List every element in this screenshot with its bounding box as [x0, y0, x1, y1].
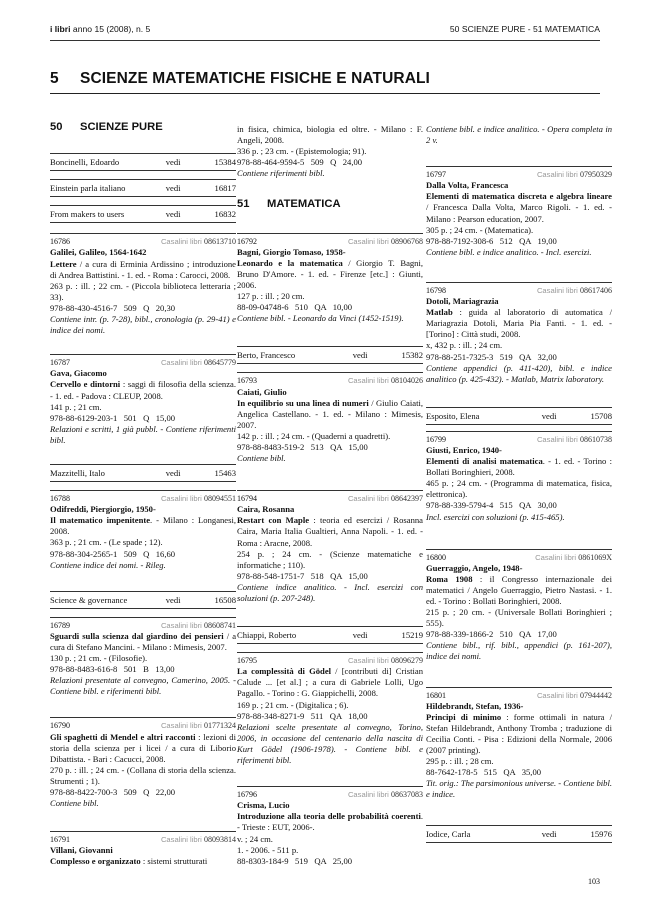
entry-id: 16792	[237, 236, 257, 246]
entry-header	[426, 552, 612, 563]
entry-body: / Giulio Caiati, Angelica Castellano. - 1. ed. - Milano : Mimesis, 2007.	[237, 397, 423, 430]
source-code: 0861069X	[578, 552, 612, 562]
cross-reference	[50, 464, 236, 482]
cross-reference	[50, 153, 236, 171]
entry-header	[237, 655, 423, 666]
entry-description	[426, 456, 612, 478]
entry-header	[237, 789, 423, 800]
header-section-title: 50 SCIENZE PURE - 51 MATEMATICA	[449, 24, 600, 34]
entry-author: Dotoli, Mariagrazia	[426, 296, 499, 307]
xref-vedi: vedi	[165, 157, 181, 168]
cross-reference	[50, 179, 236, 197]
source-label: Casalini libri	[536, 170, 578, 180]
entry-source	[348, 655, 423, 666]
source-label: Casalini libri	[160, 358, 202, 368]
entry-body: : lezioni di storia della scienza per i licei / a cura di Liborio Dibattista. - Bari : Cacucci, 2008.	[50, 731, 236, 764]
xref-name: Esposito, Elena	[426, 410, 480, 421]
entry-source	[161, 236, 236, 247]
xref-name: Chiappi, Roberto	[237, 630, 297, 641]
entry-header	[237, 236, 423, 247]
entry-physical: 127 p. : ill. ; 20 cm.	[237, 291, 305, 302]
entry-isbn: 978-88-6129-203-1 501 Q 15,00	[50, 412, 176, 423]
catalog-entry	[50, 717, 236, 809]
entry-author: Giusti, Enrico, 1940-	[426, 444, 502, 455]
entry-header	[426, 434, 612, 445]
catalog-entry	[426, 166, 612, 258]
entry-header	[50, 357, 236, 368]
xref-number: 16508	[214, 594, 236, 605]
entry-header	[426, 169, 612, 180]
catalog-entry	[426, 687, 612, 801]
entry-source	[161, 493, 236, 504]
entry-isbn: 978-88-348-8271-9 511 QA 18,00	[237, 710, 368, 721]
entry-description	[237, 666, 423, 699]
xref-vedi: vedi	[165, 183, 181, 194]
xref-number: 16832	[214, 209, 236, 220]
entry-id: 16797	[426, 170, 446, 180]
entry-author: Galilei, Galileo, 1564-1642	[50, 247, 147, 258]
source-code: 08093814	[204, 835, 236, 845]
entry-physical: x, 432 p. : ill. ; 24 cm.	[426, 340, 503, 351]
entry-physical: 254 p. ; 24 cm. - (Scienze matematiche e informatiche ; 110).	[237, 548, 423, 570]
entry-note: Incl. esercizi con soluzioni (p. 415-465).	[426, 511, 565, 522]
entry-physical: 130 p. ; 21 cm. - (Filosofie).	[50, 653, 148, 664]
entry-body: / a cura di Erminia Ardissino ; introduzione di Andrea Battistini. - 1. ed. - Roma : Carocci, 2008.	[50, 258, 236, 280]
entry-header	[50, 493, 236, 504]
catalog-entry	[237, 652, 423, 766]
entry-description	[50, 379, 236, 401]
entry-title: La complessità di Gödel	[237, 666, 332, 677]
entry-isbn: 978-88-8483-616-8 501 B 13,00	[50, 664, 175, 675]
entry-description	[50, 631, 236, 653]
entry-id: 16793	[237, 376, 257, 386]
entry-id: 16801	[426, 690, 446, 700]
entry-header	[237, 493, 423, 504]
xref-name: Berto, Francesco	[237, 350, 296, 361]
source-label: Casalini libri	[160, 494, 202, 504]
chapter-rule	[50, 93, 600, 94]
entry-note: Contiene bibl. e indice analitico. - Incl. esercizi.	[426, 246, 592, 257]
cross-reference	[50, 205, 236, 223]
catalog-entry	[426, 282, 612, 385]
entry-author: Dalla Volta, Francesca	[426, 180, 509, 191]
entry-source	[537, 434, 612, 445]
entry-isbn: 978-88-464-9594-5 509 Q 24,00	[237, 157, 363, 168]
source-code: 08610738	[580, 434, 612, 444]
source-label: Casalini libri	[536, 285, 578, 295]
entry-id: 16798	[426, 285, 446, 295]
entry-body: : sistemi strutturati	[140, 856, 208, 867]
entry-title: Introduzione alla teoria delle probabilità coerenti	[237, 811, 421, 822]
source-code: 08096279	[391, 656, 423, 666]
xref-name: Boncinelli, Edoardo	[50, 157, 120, 168]
source-label: Casalini libri	[536, 434, 578, 444]
entry-description	[426, 191, 612, 224]
xref-name: Iodice, Carla	[426, 828, 471, 839]
entry-physical: 305 p. ; 24 cm. - (Matematica).	[426, 224, 534, 235]
entry-isbn: 978-88-251-7325-3 519 QA 32,00	[426, 351, 557, 362]
entry-description	[426, 712, 612, 756]
entry-source	[348, 493, 423, 504]
entry-author: Hildebrandt, Stefan, 1936-	[426, 700, 524, 711]
entry-body: : teoria ed esercizi / Rosanna Caira, Maria Italia Gualtieri, Anna Napoli. - 1. ed. - Roma : Aracne, 2008.	[237, 515, 423, 548]
entry-title: Il matematico impenitente	[50, 515, 151, 526]
section-title: SCIENZE PURE	[80, 121, 163, 133]
source-label: Casalini libri	[347, 494, 389, 504]
entry-source	[537, 285, 612, 296]
section-heading-50	[50, 122, 236, 133]
source-label: Casalini libri	[535, 552, 577, 562]
entry-id: 16796	[237, 790, 257, 800]
source-code: 08104026	[391, 376, 423, 386]
entry-id: 16788	[50, 494, 70, 504]
xref-number: 15384	[214, 157, 236, 168]
entry-author: Crisma, Lucio	[237, 800, 290, 811]
entry-id: 16790	[50, 721, 70, 731]
entry-body: . - Trieste : EUT, 2006-.	[237, 811, 423, 833]
entry-description	[50, 259, 236, 281]
entry-isbn: 88-8303-184-9 519 QA 25,00	[237, 855, 353, 866]
entry-id: 16799	[426, 434, 446, 444]
entry-body: / Giorgio T. Bagni, Bruno D'Amore. - 1. ed. - Firenze [etc.] : Giunti, 2006.	[237, 257, 424, 290]
entry-title: Lettere	[50, 258, 77, 269]
entry-description	[237, 515, 423, 548]
entry-continuation: in fisica, chimica, biologia ed oltre. - Milano : F. Angeli, 2008.	[237, 124, 423, 146]
entry-author: Odifreddi, Piergiorgio, 1950-	[50, 504, 156, 515]
entry-physical: 270 p. : ill. ; 24 cm. - (Collana di storia della scienza. Strumenti ; 1).	[50, 764, 236, 786]
chapter-title: SCIENZE MATEMATICHE FISICHE E NATURALI	[80, 70, 430, 87]
entry-id: 16791	[50, 835, 70, 845]
entry-title: Principi di minimo	[426, 711, 502, 722]
entry-header	[50, 720, 236, 731]
cross-reference	[426, 407, 612, 425]
section-title: MATEMATICA	[267, 198, 341, 211]
entry-body: : il Congresso internazionale dei matematici / Angelo Guerraggio, Pietro Nastasi. - 1. ed. - Torino : Bollati Boringhieri, 2008.	[426, 573, 612, 606]
entry-isbn: 978-88-8422-700-3 509 Q 22,00	[50, 787, 176, 798]
entry-isbn: 88-09-04748-6 510 QA 10,00	[237, 302, 353, 313]
entry-note: Contiene appendici (p. 411-420), bibl. e indice analitico (p. 425-432). - Matlab, Matrix laboratory.	[426, 362, 612, 384]
entry-title: Elementi di matematica discreta e algebra lineare	[426, 191, 612, 202]
source-code: 08613710	[204, 237, 236, 247]
entry-physical: 465 p. ; 24 cm. - (Programma di matematica, fisica, elettronica).	[426, 478, 612, 500]
entry-author: Bagni, Giorgio Tomaso, 1958-	[237, 246, 346, 257]
entry-source	[348, 236, 423, 247]
entry-header	[426, 690, 612, 701]
xref-vedi: vedi	[165, 467, 181, 478]
running-header	[50, 24, 600, 38]
xref-number: 15976	[590, 828, 612, 839]
entry-body: : forme ottimali in natura / Stefan Hildebrandt, Anthony Tromba ; traduzione di Cecilia Conti. - Pisa : Edizioni della Normale, 2006 (2007 printing).	[426, 711, 612, 756]
entry-note: Contiene indice dei nomi. - Rileg.	[50, 559, 166, 570]
entry-body: / [contributi di] Cristian Calude ... [et al.] ; a cura di Gabriele Lolli, Ugo Pagallo. - Torino : G. Giappichelli, 2008.	[237, 666, 423, 699]
catalog-entry	[426, 431, 612, 523]
entry-source	[161, 620, 236, 631]
entry-isbn: 978-88-430-4516-7 509 Q 20,30	[50, 302, 176, 313]
journal-issue: anno 15 (2008), n. 5	[70, 24, 151, 34]
entry-physical: 142 p. : ill. ; 24 cm. - (Quaderni a quadretti).	[237, 430, 391, 441]
entry-id: 16800	[426, 552, 446, 562]
entry-isbn: 978-88-339-5794-4 515 QA 30,00	[426, 500, 557, 511]
entry-note: Contiene bibl. - Leonardo da Vinci (1452-1519).	[237, 313, 404, 324]
entry-source	[161, 720, 236, 731]
source-code: 08094551	[204, 494, 236, 504]
entry-id: 16787	[50, 358, 70, 368]
entry-note: Tit. orig.: The parsimonious universe. - Contiene bibl. e indice.	[426, 778, 612, 800]
entry-physical: 215 p. ; 20 cm. - (Universale Bollati Boringhieri ; 555).	[426, 607, 612, 629]
xref-vedi: vedi	[352, 350, 368, 361]
entry-id: 16786	[50, 237, 70, 247]
entry-physical: 263 p. : ill. ; 22 cm. - (Piccola biblioteca letteraria ; 33).	[50, 280, 236, 302]
source-label: Casalini libri	[347, 790, 389, 800]
entry-physical: 363 p. ; 21 cm. - (Le spade ; 12).	[50, 537, 163, 548]
entry-body: : guida al laboratorio di automatica / Mariagrazia Dotoli, Maria Pia Fanti. - 1. ed. - [Torino] : Città studi, 2008.	[426, 307, 612, 340]
section-number: 50	[50, 121, 63, 133]
entry-title: In equilibrio su una linea di numeri	[237, 397, 369, 408]
entry-physical: 169 p. ; 21 cm. - (Digitalica ; 6).	[237, 699, 349, 710]
entry-body: . - Milano : Longanesi, 2008.	[50, 515, 237, 537]
entry-description	[50, 732, 236, 765]
entry-note: Contiene bibl., rif. bibl., appendici (p. 161-207), indice dei nomi.	[426, 640, 612, 662]
source-code: 07950329	[580, 170, 612, 180]
entry-description	[237, 811, 423, 833]
entry-source	[161, 834, 236, 845]
column-3	[426, 124, 612, 843]
xref-number: 15708	[590, 410, 612, 421]
source-code: 08906768	[391, 236, 423, 246]
journal-info	[50, 24, 150, 34]
xref-number: 15382	[401, 350, 423, 361]
journal-name: i libri	[50, 24, 71, 34]
catalog-entry	[237, 786, 423, 867]
entry-source	[348, 789, 423, 800]
xref-number: 15219	[401, 630, 423, 641]
entry-source	[537, 690, 612, 701]
cross-reference	[237, 346, 423, 364]
catalog-entry	[50, 354, 236, 446]
entry-note: Contiene bibl.	[237, 453, 286, 464]
entry-id: 16795	[237, 656, 257, 666]
xref-vedi: vedi	[541, 828, 557, 839]
column-2	[237, 124, 423, 867]
source-code: 01771324	[204, 721, 236, 731]
entry-title: Gli spaghetti di Mendel e altri racconti	[50, 731, 196, 742]
cross-reference	[50, 591, 236, 609]
entry-note: Relazioni e scritti, 1 già pubbl. - Contiene riferimenti bibl.	[50, 423, 236, 445]
entry-isbn: 978-88-339-1866-2 510 QA 17,00	[426, 629, 557, 640]
source-code: 08608741	[204, 620, 236, 630]
entry-body: / a cura di Stefano Mancini. - Milano : Mimesis, 2007.	[50, 630, 237, 652]
entry-note: Relazioni scelte presentate al convegno, Torino, 2006, in occasione del centenario della nascita di Kurt Gödel (1906-1978). - Contiene bibl. e riferimenti bibl.	[237, 721, 423, 766]
source-code: 08642397	[391, 494, 423, 504]
entry-header	[237, 375, 423, 386]
source-label: Casalini libri	[160, 237, 202, 247]
section-heading-51	[237, 199, 423, 210]
entry-note: Contiene riferimenti bibl.	[237, 168, 325, 179]
xref-name: Einstein parla italiano	[50, 183, 126, 194]
source-label: Casalini libri	[347, 376, 389, 386]
source-label: Casalini libri	[347, 656, 389, 666]
entry-source	[161, 357, 236, 368]
entry-header	[426, 285, 612, 296]
entry-source	[537, 169, 612, 180]
catalog-entry	[237, 372, 423, 464]
cross-reference	[237, 626, 423, 644]
catalog-entry	[50, 233, 236, 336]
entry-description	[426, 307, 612, 340]
entry-volume: 1. - 2006. - 511 p.	[237, 844, 299, 855]
entry-note: Contiene bibl. e indice analitico. - Opera completa in 2 v.	[426, 124, 612, 146]
source-label: Casalini libri	[160, 835, 202, 845]
entry-id: 16794	[237, 494, 257, 504]
source-code: 08617406	[580, 285, 612, 295]
entry-physical: 295 p. : ill. ; 28 cm.	[426, 756, 494, 767]
entry-title: Roma 1908	[426, 573, 473, 584]
entry-title: Elementi di analisi matematica	[426, 456, 543, 467]
catalog-entry	[237, 490, 423, 604]
entry-title: Complesso e organizzato	[50, 856, 141, 867]
entry-source	[535, 552, 612, 563]
source-code: 08637083	[391, 790, 423, 800]
xref-name: From makers to users	[50, 209, 125, 220]
entry-physical: 141 p. ; 21 cm.	[50, 401, 102, 412]
entry-title: Cervello e dintorni	[50, 379, 121, 390]
entry-header	[50, 236, 236, 247]
xref-vedi: vedi	[165, 209, 181, 220]
entry-physical: v. ; 24 cm.	[237, 833, 273, 844]
page-number: 103	[588, 877, 600, 886]
xref-vedi: vedi	[352, 630, 368, 641]
entry-author: Gava, Giacomo	[50, 368, 107, 379]
xref-vedi: vedi	[541, 410, 557, 421]
source-label: Casalini libri	[160, 620, 202, 630]
column-1	[50, 118, 236, 868]
entry-description	[237, 258, 423, 291]
source-code: 07944442	[580, 690, 612, 700]
entry-description	[426, 574, 612, 607]
xref-name: Mazzitelli, Italo	[50, 467, 105, 478]
entry-description	[237, 398, 423, 431]
catalog-entry	[50, 490, 236, 571]
section-number: 51	[237, 198, 250, 211]
entry-body: : saggi di filosofia della scienza. - 1. ed. - Padova : CLEUP, 2008.	[50, 379, 236, 401]
entry-source	[348, 375, 423, 386]
entry-note: Contiene bibl.	[50, 798, 99, 809]
entry-description	[50, 515, 236, 537]
source-label: Casalini libri	[536, 690, 578, 700]
entry-title: Leonardo e la matematica	[237, 257, 343, 268]
entry-isbn: 978-88-304-2565-1 509 Q 16,60	[50, 548, 176, 559]
catalog-entry	[50, 617, 236, 698]
entry-title: Restart con Maple	[237, 515, 310, 526]
entry-id: 16789	[50, 620, 70, 630]
xref-number: 15463	[214, 467, 236, 478]
entry-body: / Francesca Dalla Volta, Marco Rigoli. - 1. ed. - Milano : Pearson education, 2007.	[426, 202, 612, 224]
entry-isbn: 978-88-7192-308-6 512 QA 19,00	[426, 235, 557, 246]
source-label: Casalini libri	[347, 236, 389, 246]
catalog-entry	[237, 233, 423, 325]
catalog-entry	[426, 549, 612, 663]
entry-body: . - 1. ed. - Torino : Bollati Boringhieri, 2008.	[426, 456, 612, 478]
entry-physical: 336 p. ; 23 cm. - (Epistemologia; 91).	[237, 146, 367, 157]
entry-author: Caiati, Giulio	[237, 386, 287, 397]
entry-isbn: 978-88-8483-519-2 513 QA 15,00	[237, 441, 368, 452]
source-label: Casalini libri	[160, 721, 202, 731]
entry-author: Guerraggio, Angelo, 1948-	[426, 562, 523, 573]
xref-number: 16817	[214, 183, 236, 194]
cross-reference	[426, 825, 612, 843]
source-code: 08645779	[204, 358, 236, 368]
entry-header	[50, 620, 236, 631]
chapter-number: 5	[50, 70, 59, 87]
entry-header	[50, 834, 236, 845]
entry-title: Matlab	[426, 307, 453, 318]
entry-description	[50, 856, 236, 867]
entry-title: Sguardi sulla scienza dal giardino dei pensieri	[50, 630, 224, 641]
xref-vedi: vedi	[165, 594, 181, 605]
entry-isbn: 88-7642-178-5 515 QA 35,00	[426, 767, 542, 778]
entry-author: Caira, Rosanna	[237, 504, 295, 515]
xref-name: Science & governance	[50, 594, 128, 605]
entry-note: Contiene intr. (p. 7-28), bibl., cronologia (p. 29-41) e indice dei nomi.	[50, 314, 236, 336]
entry-author: Villani, Giovanni	[50, 845, 113, 856]
chapter-heading	[50, 70, 600, 90]
entry-note: Relazioni presentate al convegno, Camerino, 2005. - Contiene bibl. e riferimenti bibl.	[50, 675, 236, 697]
entry-note: Contiene indice analitico. - Incl. esercizi con soluzioni (p. 207-248).	[237, 581, 423, 603]
header-rule	[50, 40, 600, 41]
catalog-entry	[50, 831, 236, 867]
entry-isbn: 978-88-548-1751-7 518 QA 15,00	[237, 570, 368, 581]
